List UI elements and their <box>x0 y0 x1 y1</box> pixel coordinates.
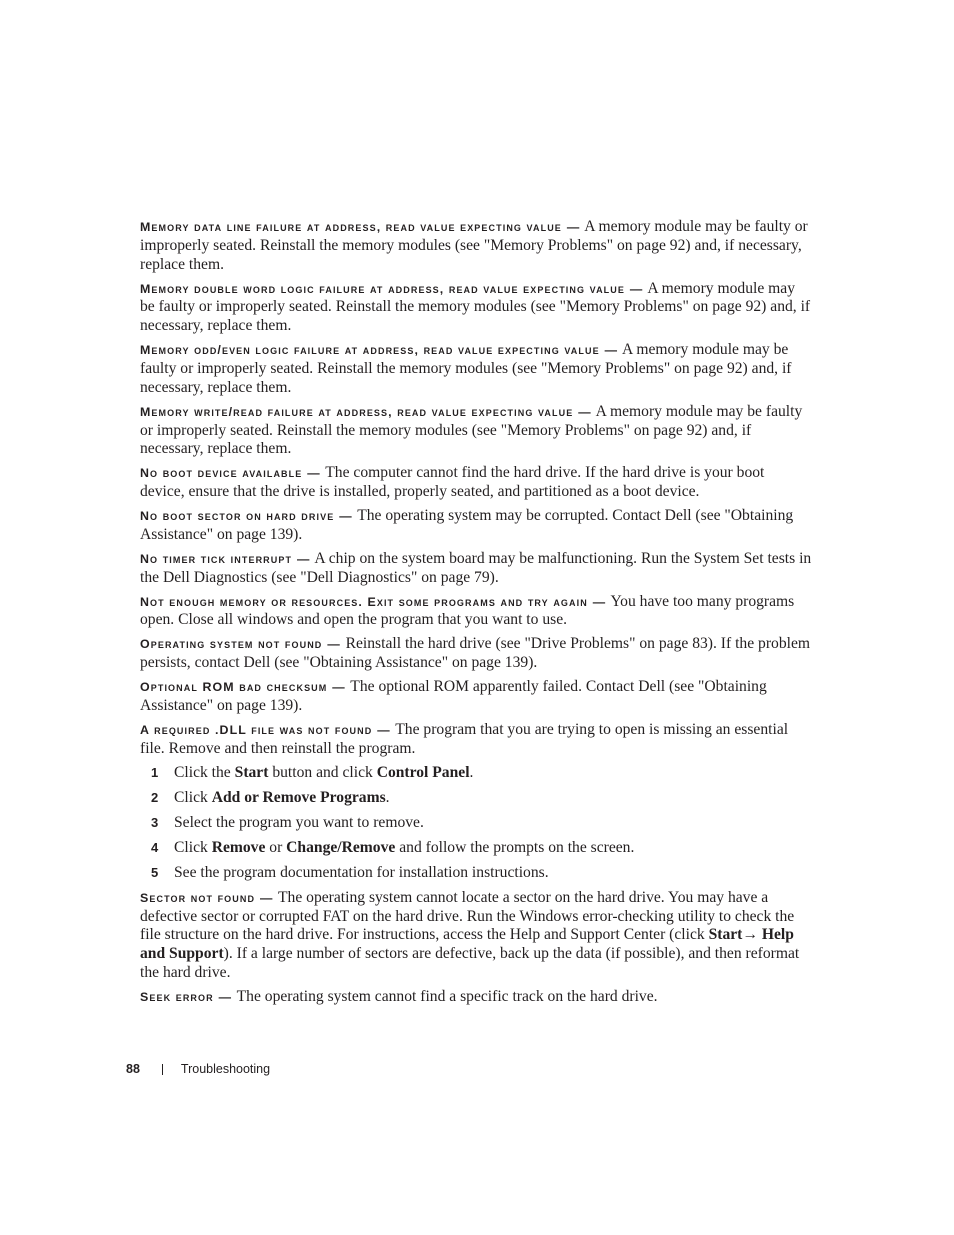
step-text: See the program documentation for installation instructions. <box>174 863 549 881</box>
em-dash: — <box>629 281 643 296</box>
entry-optional-rom <box>140 678 812 716</box>
em-dash: — <box>307 466 320 481</box>
entry-memory-write-read <box>140 403 812 459</box>
entry-text: A chip on the system board may be malfunctioning. Run the System Set tests in the Dell Diagnostics (see "Dell Diagnostics" on page 79). <box>140 549 812 586</box>
entry-memory-odd-even <box>140 341 812 397</box>
step-item <box>140 764 812 783</box>
em-dash: — <box>296 551 310 566</box>
step-text: button and click <box>268 763 377 781</box>
step-text: Click <box>174 838 212 856</box>
entry-text: ). If a large number of sectors are defective, back up the data (if possible), and then reformat the hard drive. <box>140 945 800 981</box>
ui-label-start: Start <box>234 763 269 781</box>
ui-label-start: Start <box>708 926 743 944</box>
entry-term: Seek error <box>140 989 214 1004</box>
procedure-steps <box>140 764 812 883</box>
entry-text: A memory module may be faulty or improperly seated. Reinstall the memory modules (see "Memory Problems" on page 92) and, if necessary, replace them. <box>140 279 811 335</box>
entry-text: You have too many programs open. Close all windows and open the program that you want to use. <box>140 592 795 629</box>
entry-text: The operating system cannot find a specific track on the hard drive. <box>236 987 658 1005</box>
step-text: . <box>469 763 474 781</box>
ui-label-add-remove: Add or Remove Programs <box>211 788 386 806</box>
entry-text: The optional ROM apparently failed. Contact Dell (see "Obtaining Assistance" on page 139). <box>140 678 767 715</box>
em-dash: — <box>578 404 591 419</box>
entry-sector-not-found <box>140 889 812 983</box>
step-text: . <box>385 788 390 806</box>
step-number: 1 <box>151 764 159 780</box>
entry-text: The operating system may be corrupted. Contact Dell (see "Obtaining Assistance" on page 139). <box>140 507 794 543</box>
entry-term: Not enough memory or resources. Exit some programs and try again <box>140 594 588 609</box>
step-text: or <box>265 838 287 856</box>
em-dash: — <box>377 723 390 737</box>
entry-no-boot-device <box>140 464 812 502</box>
entry-term: Memory double word logic failure at address, read value expecting value <box>140 281 625 296</box>
step-text: Click <box>174 788 212 806</box>
footer-divider <box>162 1064 163 1075</box>
ui-label-control-panel: Control Panel <box>376 763 470 781</box>
entry-text: The operating system cannot locate a sector on the hard drive. You may have a defective sector or corrupted FAT on the hard drive. Run the Windows error-checking utility to check the file structure on the hard drive. For instructions, access the Help and Support Center (click <box>140 888 795 944</box>
entry-term: Memory write/read failure at address, read value expecting value <box>140 404 574 419</box>
step-text: Select the program you want to remove. <box>174 813 424 831</box>
step-text: Click the <box>174 763 235 781</box>
em-dash: — <box>339 509 352 524</box>
em-dash: — <box>218 989 232 1004</box>
entry-text: The computer cannot find the hard drive. If the hard drive is your boot device, ensure that the drive is installed, properly seated, and partitioned as a boot device. <box>140 464 765 501</box>
entry-text: Reinstall the hard drive (see "Drive Problems" on page 83). If the problem persists, contact Dell (see "Obtaining Assistance" on page 139). <box>140 635 810 672</box>
entry-text: A memory module may be faulty or improperly seated. Reinstall the memory modules (see "Memory Problems" on page 92) and, if necessary, replace them. <box>140 402 803 458</box>
step-number: 5 <box>151 864 159 880</box>
entry-os-not-found <box>140 635 812 673</box>
entry-term: A required .DLL file was not found <box>140 723 373 737</box>
step-item <box>140 814 812 833</box>
document-body <box>140 218 812 1012</box>
entry-seek-error <box>140 988 812 1007</box>
entry-no-boot-sector <box>140 507 812 545</box>
entry-no-timer-tick <box>140 550 812 588</box>
page-footer <box>126 1062 270 1076</box>
entry-term: No boot device available <box>140 466 303 481</box>
step-number: 4 <box>151 839 159 855</box>
entry-text: A memory module may be faulty or improperly seated. Reinstall the memory modules (see "Memory Problems" on page 92) and, if necessary, replace them. <box>140 218 808 273</box>
arrow-icon: → <box>742 926 758 944</box>
entry-not-enough-memory <box>140 593 812 631</box>
entry-memory-double-word <box>140 280 812 336</box>
section-title: Troubleshooting <box>180 1062 271 1076</box>
step-item <box>140 839 812 858</box>
entry-term: Sector not found <box>140 890 256 905</box>
ui-label-change-remove: Change/Remove <box>286 838 396 856</box>
em-dash: — <box>566 220 580 234</box>
entry-text: The program that you are trying to open is missing an essential file. Remove and then reinstall the program. <box>140 721 789 757</box>
step-item <box>140 864 812 883</box>
step-item <box>140 789 812 808</box>
em-dash: — <box>592 594 606 609</box>
entry-term: Memory data line failure at address, read value expecting value <box>140 220 562 234</box>
em-dash: — <box>332 680 345 695</box>
entry-term: Optional ROM bad checksum <box>140 680 328 695</box>
entry-term: No timer tick interrupt <box>140 551 293 566</box>
ui-label-remove: Remove <box>211 838 266 856</box>
entry-dll-not-found <box>140 721 812 759</box>
entry-term: Memory odd/even logic failure at address, read value expecting value <box>140 343 600 358</box>
step-text: and follow the prompts on the screen. <box>395 838 635 856</box>
em-dash: — <box>260 890 273 905</box>
em-dash: — <box>327 637 340 652</box>
entry-term: Operating system not found <box>140 637 323 652</box>
entry-text: A memory module may be faulty or improperly seated. Reinstall the memory modules (see "Memory Problems" on page 92) and, if necessary, replace them. <box>140 341 792 396</box>
step-number: 2 <box>151 789 159 805</box>
entry-memory-data-line <box>140 218 812 274</box>
em-dash: — <box>604 343 617 358</box>
ui-label-help-support: Help and Support <box>140 926 794 963</box>
page-number: 88 <box>126 1062 140 1076</box>
entry-term: No boot sector on hard drive <box>140 509 335 524</box>
step-number: 3 <box>151 814 159 830</box>
